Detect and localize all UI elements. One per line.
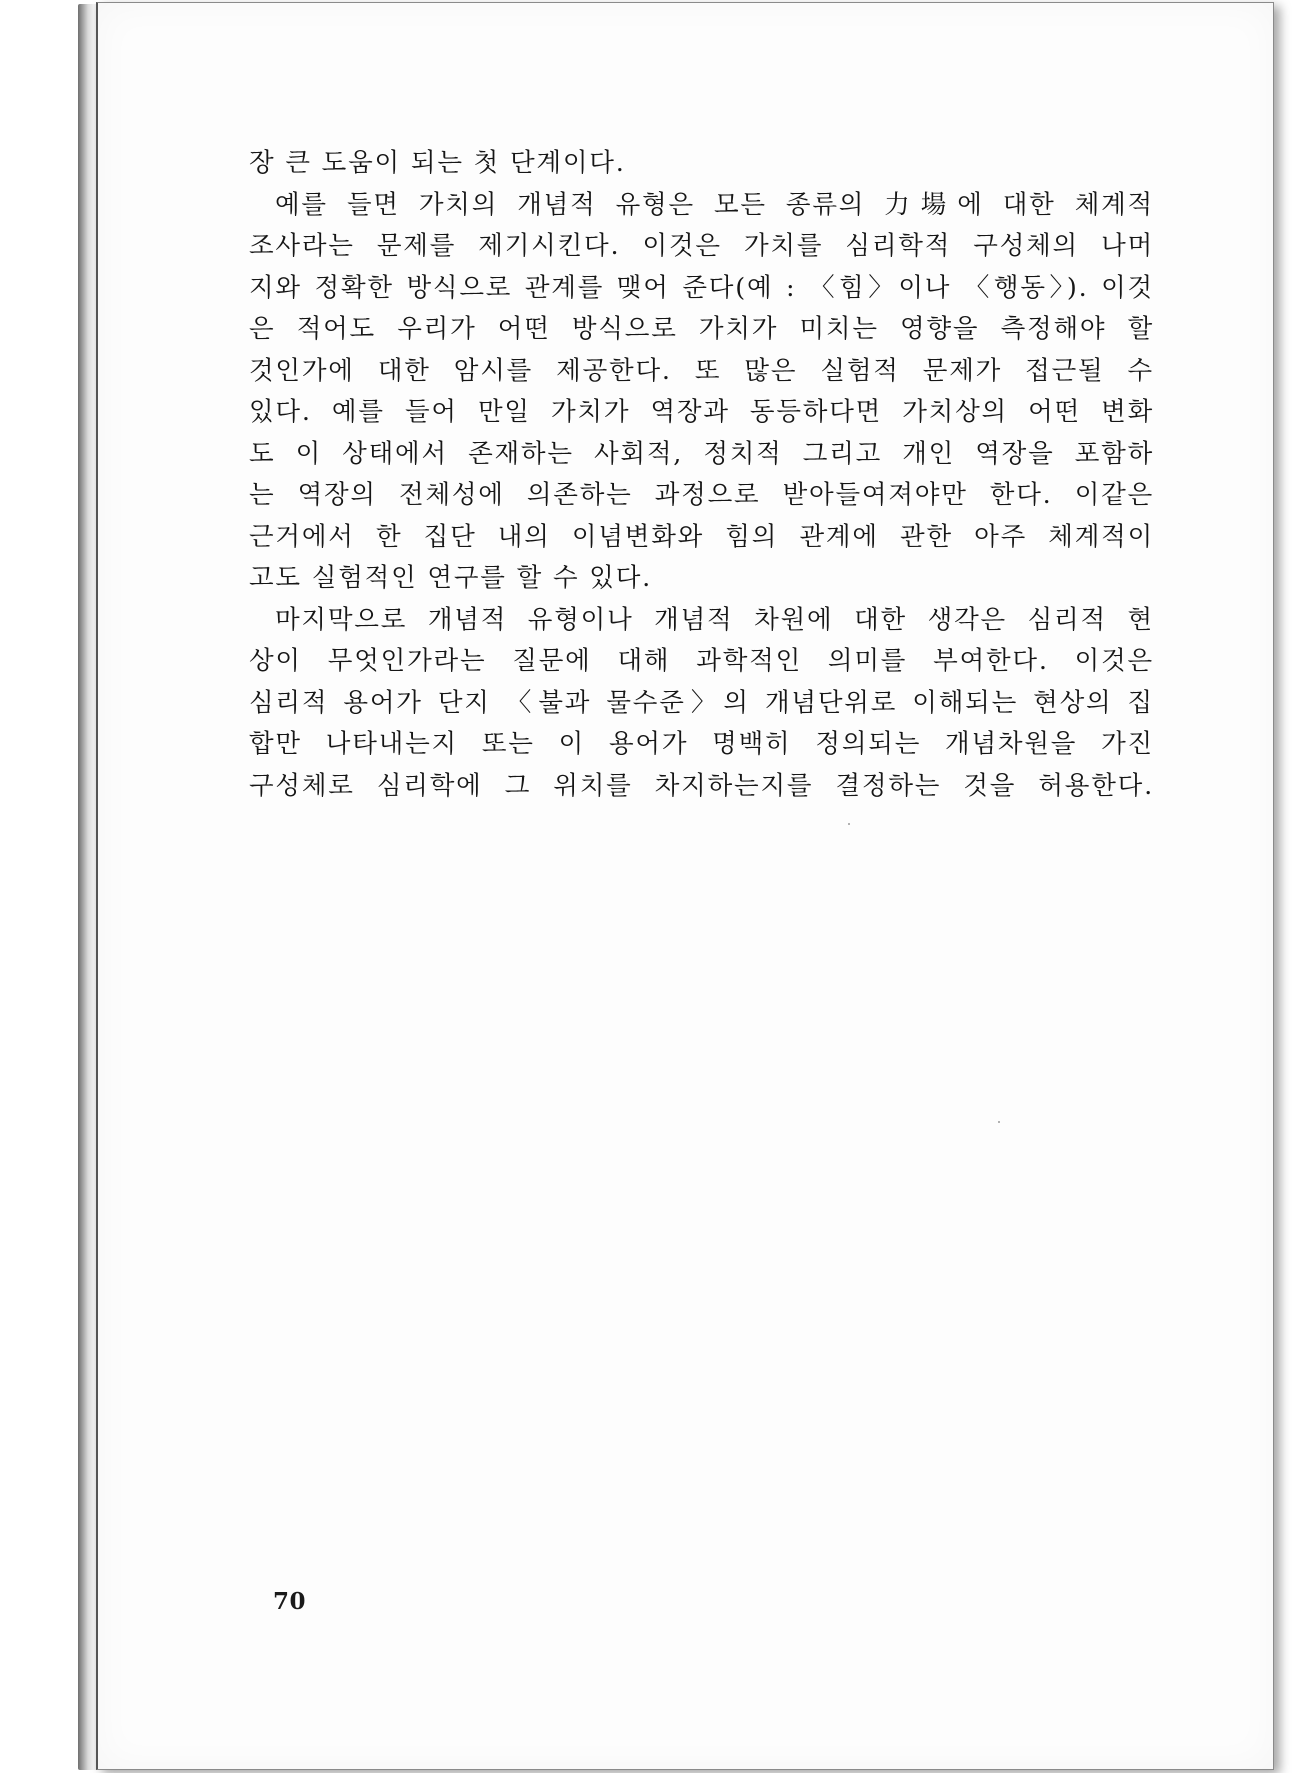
text-line: 있다. 예를 들어 만일 가치가 역장과 동등하다면 가치상의 어떤 변화: [249, 397, 1154, 427]
text-line: 고도 실험적인 연구를 할 수 있다.: [249, 563, 653, 593]
text-line: 합만 나타내는지 또는 이 용어가 명백히 정의되는 개념차원을 가진: [249, 729, 1154, 759]
text-line: 는 역장의 전체성에 의존하는 과정으로 받아들여져야만 한다. 이같은: [249, 480, 1154, 510]
text-line: 예를 들면 가치의 개념적 유형은 모든 종류의 力場에 대한 체계적: [275, 189, 1154, 220]
scan-speck: [998, 1121, 1000, 1123]
text-line: 장 큰 도움이 되는 첫 단계이다.: [249, 148, 626, 178]
text-line: 은 적어도 우리가 어떤 방식으로 가치가 미치는 영향을 측정해야 할: [249, 314, 1154, 344]
page-number: 70: [273, 1588, 307, 1615]
text-line: 도 이 상태에서 존재하는 사회적, 정치적 그리고 개인 역장을 포함하: [249, 438, 1154, 469]
text-line: 구성체로 심리학에 그 위치를 차지하는지를 결정하는 것을 허용한다.: [249, 770, 1154, 801]
text-line: 마지막으로 개념적 유형이나 개념적 차원에 대한 생각은 심리적 현: [275, 604, 1154, 635]
text-line: 지와 정확한 방식으로 관계를 맺어 준다(예 : 〈힘〉이나 〈행동〉). 이것: [249, 272, 1154, 303]
text-line: 것인가에 대한 암시를 제공한다. 또 많은 실험적 문제가 접근될 수: [249, 355, 1154, 386]
text-line: 조사라는 문제를 제기시킨다. 이것은 가치를 심리학적 구성체의 나머: [249, 231, 1154, 261]
text-line: 근거에서 한 집단 내의 이념변화와 힘의 관계에 관한 아주 체계적이: [249, 521, 1154, 552]
book-page: [96, 2, 1274, 1770]
text-line: 심리적 용어가 단지 〈불과 물수준〉의 개념단위로 이해되는 현상의 집: [249, 687, 1154, 718]
scan-speck: [848, 823, 850, 825]
body-text: [249, 143, 1154, 807]
text-line: 상이 무엇인가라는 질문에 대해 과학적인 의미를 부여한다. 이것은: [249, 646, 1154, 676]
